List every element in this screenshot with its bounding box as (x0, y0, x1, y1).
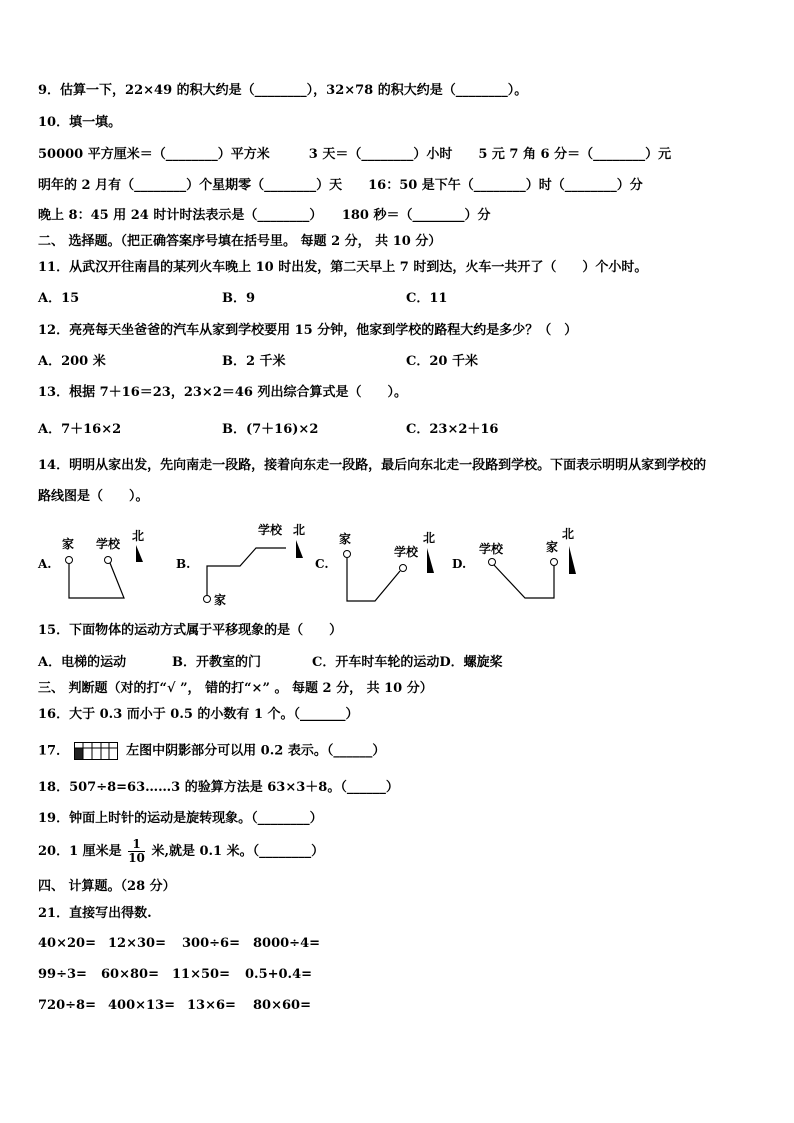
fraction-one-tenth (128, 838, 145, 865)
q17-number: 17． (38, 743, 70, 759)
fraction-denominator: 10 (128, 851, 145, 865)
calc-item: 400×13= (108, 998, 176, 1013)
q11-option-b: B．9 (222, 291, 256, 306)
option-b-label: B. (176, 557, 191, 571)
question-16: 16．大于 0.3 而小于 0.5 的小数有 1 个。（_______） (38, 707, 359, 722)
question-17 (38, 742, 385, 761)
c-north-arrow (427, 548, 434, 573)
question-14-line2: 路线图是（ ）。 (38, 489, 149, 504)
question-10: 10．填一填。 (38, 115, 122, 130)
a-school-point (105, 557, 112, 564)
q17-text: 左图中阴影部分可以用 0.2 表示。（______） (126, 743, 386, 759)
q15-option-a: A．电梯的运动 (38, 655, 127, 670)
calc-item: 300÷6= (182, 936, 240, 951)
question-20 (38, 838, 324, 866)
section-2-heading: 二、 选择题。（把正确答案序号填在括号里。 每题 2 分， 共 10 分） (38, 234, 442, 249)
a-north-arrow (136, 545, 143, 562)
calc-item: 99÷3= (38, 967, 87, 982)
d-home-label: 家 (546, 540, 559, 554)
q11-option-a: A．15 (38, 291, 80, 306)
q15-option-c: C．开车时车轮的运动D．螺旋桨 (312, 655, 503, 670)
calc-item: 13×6= (187, 998, 236, 1013)
d-north-label: 北 (562, 527, 575, 541)
c-school-label: 学校 (394, 545, 419, 559)
decimal-grid-figure (74, 742, 118, 760)
a-north-label: 北 (132, 529, 145, 543)
b-home-point (204, 596, 211, 603)
question-10-line2: 明年的 2 月有（________）个星期零（________）天 16：50 是下午（________）时（________）分 (38, 178, 643, 193)
q13-option-c: C．23×2＋16 (406, 422, 499, 437)
d-north-arrow (569, 546, 576, 574)
q12-option-c: C．20 千米 (406, 354, 478, 369)
section-4-heading: 四、 计算题。（28 分） (38, 879, 176, 894)
question-9: 9．估算一下，22×49 的积大约是（________），32×78 的积大约是（________）。 (38, 83, 528, 98)
q13-option-a: A．7＋16×2 (38, 422, 122, 437)
q11-option-c: C．11 (406, 291, 448, 306)
q20-suffix: 米,就是 0.1 米。（________） (151, 844, 325, 859)
c-home-label: 家 (339, 532, 352, 546)
b-north-label: 北 (293, 523, 306, 537)
calc-item: 80×60= (253, 998, 311, 1013)
q13-option-b: B．(7＋16)×2 (222, 422, 319, 437)
calc-item: 8000÷4= (253, 936, 321, 951)
c-school-point (400, 565, 407, 572)
c-home-point (344, 551, 351, 558)
q12-option-b: B．2 千米 (222, 354, 286, 369)
section-3-heading: 三、 判断题（对的打“√ ”， 错的打“×” 。 每题 2 分， 共 10 分） (38, 681, 433, 696)
option-d-label: D. (452, 557, 467, 571)
calc-item: 720÷8= (38, 998, 96, 1013)
d-school-label: 学校 (479, 542, 504, 556)
a-home-label: 家 (62, 537, 75, 551)
question-21: 21．直接写出得数. (38, 906, 152, 921)
question-10-line1: 50000 平方厘米＝（________）平方米 3 天＝（________）小时 5 元 7 角 6 分＝（________）元 (38, 147, 672, 162)
d-home-point (551, 559, 558, 566)
question-10-line3: 晚上 8：45 用 24 时计时法表示是（________） 180 秒＝（________）分 (38, 208, 491, 223)
question-18: 18．507÷8=63……3 的验算方法是 63×3＋8。（______） (38, 780, 399, 795)
question-12: 12．亮亮每天坐爸爸的汽车从家到学校要用 15 分钟，他家到学校的路程大约是多少？（ ） (38, 323, 578, 338)
question-11: 11．从武汉开往南昌的某列火车晚上 10 时出发，第二天早上 7 时到达，火车一共开了（ ）个小时。 (38, 260, 648, 275)
a-home-point (66, 557, 73, 564)
b-route-line (207, 548, 286, 596)
calc-item: 11×50= (172, 967, 230, 982)
b-home-label: 家 (214, 593, 227, 607)
b-north-arrow (296, 540, 303, 558)
calc-item: 12×30= (108, 936, 166, 951)
calc-item: 0.5+0.4= (245, 967, 313, 982)
question-15: 15．下面物体的运动方式属于平移现象的是（ ） (38, 623, 343, 638)
q12-option-a: A．200 米 (38, 354, 106, 369)
option-a-label: A. (38, 557, 52, 571)
calc-item: 60×80= (101, 967, 159, 982)
b-school-label: 学校 (258, 523, 283, 537)
route-diagrams (30, 518, 590, 610)
d-school-point (489, 559, 496, 566)
question-19: 19．钟面上时针的运动是旋转现象。（________） (38, 811, 323, 826)
a-route-line (69, 563, 124, 598)
question-13: 13．根据 7＋16＝23，23×2＝46 列出综合算式是（ ）。 (38, 385, 407, 400)
a-school-label: 学校 (96, 537, 121, 551)
q20-prefix: 20．1 厘米是 (38, 844, 122, 859)
d-route-line (494, 565, 554, 598)
option-c-label: C. (315, 557, 329, 571)
q15-option-b: B．开教室的门 (172, 655, 261, 670)
c-north-label: 北 (423, 531, 436, 545)
c-route-line (347, 558, 400, 601)
calc-item: 40×20= (38, 936, 96, 951)
question-14-line1: 14．明明从家出发，先向南走一段路，接着向东走一段路，最后向东北走一段路到学校。下面表示明明从家到学校的 (38, 458, 707, 473)
fraction-numerator: 1 (128, 838, 145, 852)
